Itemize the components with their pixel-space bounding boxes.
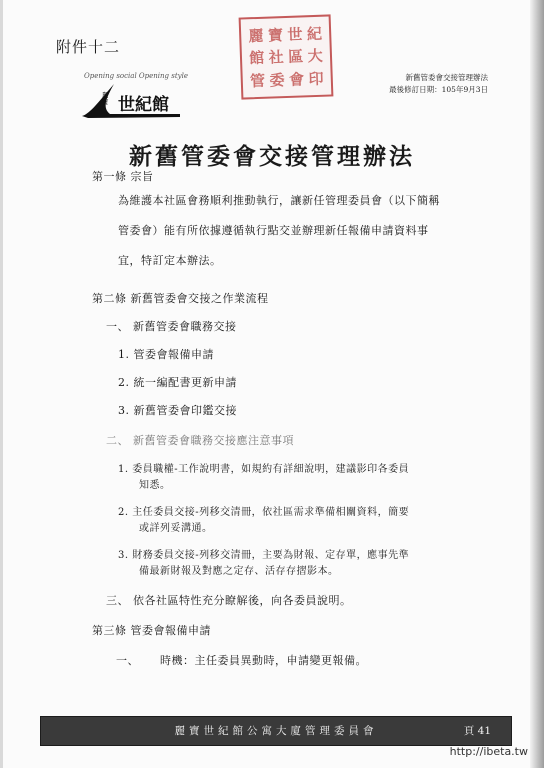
section-3-text: 三、 依各社區特性充分瞭解後，向各委員說明。: [106, 594, 352, 607]
seal-character: 麗: [248, 26, 264, 46]
community-logo: [80, 72, 188, 122]
scan-edge-right: [530, 0, 544, 768]
article-3-heading: 第三條 管委會報備申請: [92, 624, 211, 637]
document-name: 新舊管委會交接管理辦法: [405, 73, 488, 82]
annex-label: 附件十二: [56, 38, 121, 56]
article-1-line-3: 宜，特訂定本辦法。: [118, 254, 222, 267]
scan-edge-left: [0, 0, 3, 768]
site-watermark: http://ibeta.tw: [449, 745, 528, 758]
page-title: 新舊管委會交接管理辦法: [129, 143, 415, 170]
section-1-heading: 一、 新舊管委會職務交接: [106, 320, 237, 333]
section-2-item-1-line-1: 1. 委員職權-工作說明書，如規約有詳細說明，建議影印各委員: [118, 464, 410, 475]
section-2-item-3-line-1: 3. 財務委員交接-列移交清冊，主要為財報、定存單，應事先準: [118, 550, 410, 561]
seal-character: 管: [249, 71, 266, 91]
logo-script: Opening social Opening style: [84, 72, 188, 80]
revised-date: 最後修訂日期：105年9月3日: [389, 85, 488, 94]
section-2-item-2-line-2: 或詳列妥溝通。: [139, 523, 213, 534]
document-info: [389, 72, 488, 96]
footer-bar: [40, 716, 512, 746]
seal-character: 區: [287, 47, 304, 67]
article-1-heading: 第一條 宗旨: [92, 170, 154, 183]
section-1-item-1: 1. 管委會報備申請: [118, 348, 214, 361]
seal-character: 印: [308, 69, 324, 89]
seal-character: 委: [269, 71, 285, 90]
section-1-item-3: 3. 新舊管委會印鑑交接: [118, 404, 237, 417]
logo-text: 世紀館: [118, 95, 169, 115]
section-2-heading: 二、 新舊管委會職務交接應注意事項: [106, 434, 294, 447]
article-3-item-1-number: 一、: [116, 654, 139, 667]
section-1-item-2: 2. 統一編配書更新申請: [118, 376, 237, 389]
article-1-line-1: 為維護本社區會務順利推動執行，讓新任管理委員會（以下簡稱: [118, 194, 440, 207]
article-2-heading: 第二條 新舊管委會交接之作業流程: [92, 292, 269, 305]
footer-page-number: 頁 41: [463, 725, 491, 737]
seal-character: 會: [288, 70, 305, 90]
seal-character: 大: [307, 47, 324, 66]
article-1-line-2: 管委會）能有所依據遵循執行點交並辦理新任報備申請資料事: [118, 224, 429, 237]
red-seal-stamp: [239, 14, 334, 99]
seal-character: 社: [268, 48, 285, 68]
footer-org-name: 麗寶世紀館公寓大廈管理委員會: [174, 725, 378, 737]
logo-small-text: 麗寶: [102, 91, 109, 106]
section-2-item-3-line-2: 備最新財報及對應之定存、活存存摺影本。: [139, 566, 339, 577]
seal-character: 世: [287, 25, 303, 44]
seal-character: 館: [248, 49, 265, 68]
section-2-item-2-line-1: 2. 主任委員交接-列移交清冊，依社區需求準備相關資料，簡要: [118, 507, 410, 518]
section-2-item-1-line-2: 知悉。: [139, 480, 171, 491]
seal-character: 寶: [267, 25, 284, 45]
article-3-item-1-text: 時機：主任委員異動時，申請變更報備。: [160, 654, 367, 667]
seal-character: 紀: [306, 24, 323, 44]
